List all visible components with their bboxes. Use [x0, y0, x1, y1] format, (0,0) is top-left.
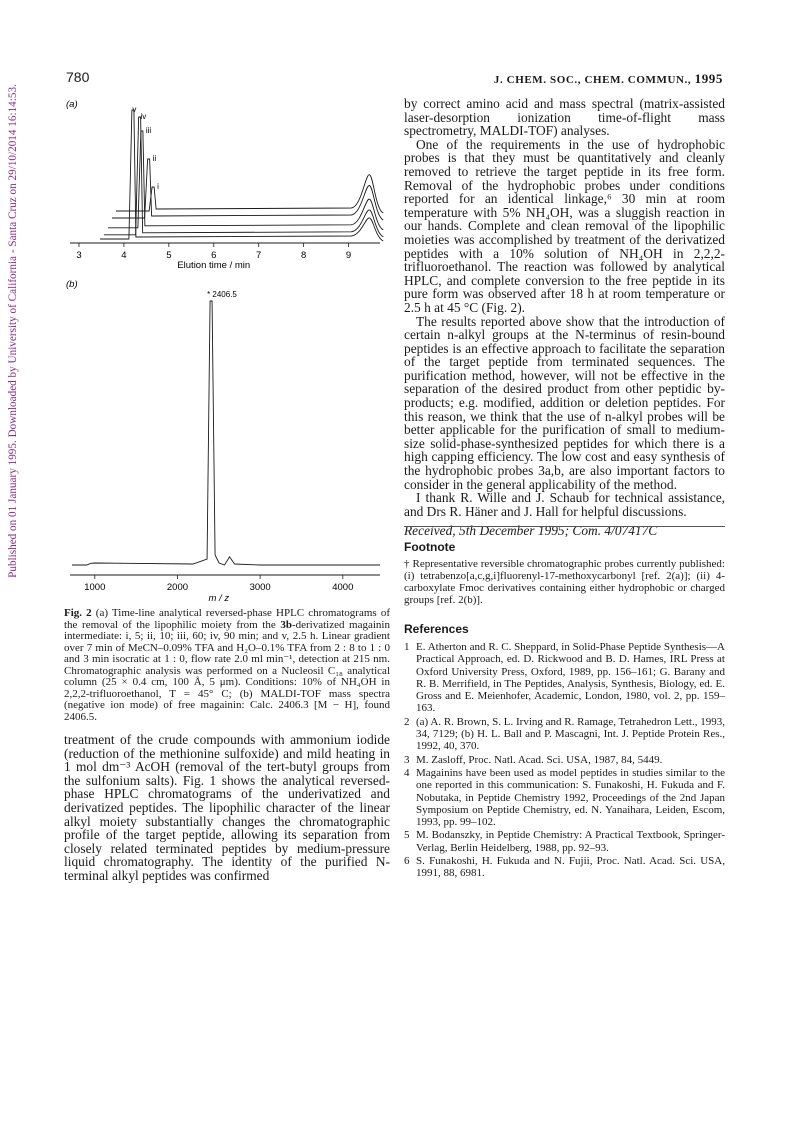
caption-part2: -derivatized magainin intermediate: i, 5; ii, 10; iii, 60; iv, 90 min; and v, 2.5 h. Linear gradient over 7 min of MeCN–0.09% TFA and H₂O–0.1% TFA from 2 : 8 to 1 : 0 and 3 min isocratic at 1 : 0, flow rate 2.0 ml min⁻¹, detection at 215 nm. Chromatographic analysis was performed on a Nucleosil C₁₈ analytical column (25 × 0.4 cm, 100 Å, 5 μm). Conditions: 10% of NH₄OH in 2,2,2-trifluoroethanol, T = 45° C; (b) MALDI-TOF mass spectra (negative ion mode) of free magainin: Calc. 2406.3 [M − H], found 2406.5. [64, 618, 390, 723]
right-paragraph-2: The results reported above show that the introduction of certain n-alkyl groups at the N-terminus of resin-bound peptides is an effective approach to facilitate the separation of the target peptide from terminated sequences. The purification method, however, will not be effective in the separation of the desired product from other peptidic by-products; e.g. modified, addition or deletion peptides. For this reason, we think that the use of n-alkyl probes will be better applicable for the purification of small to medium-size solid-phase-synthesized peptides for which there is a high capping efficiency. The low cost and easy synthesis of the hydrophobic probes 3a,b, are also important factors to consider in the general applicability of the method. [404, 313, 725, 492]
x-tick-label: 5 [166, 250, 172, 261]
reference-number: 1 [404, 641, 410, 653]
panel-a-label: (a) [66, 99, 78, 110]
chart-hplc [70, 105, 383, 271]
reference-item [404, 829, 725, 854]
trace-label-v: v [132, 105, 137, 114]
reference-item [404, 754, 725, 766]
x-tick-label: 3000 [249, 582, 271, 593]
reference-item [404, 767, 725, 828]
section-divider [404, 526, 725, 527]
page-number: 780 [66, 69, 90, 85]
figure-svg [60, 95, 390, 605]
right-paragraph-0: by correct amino acid and mass spectral (matrix-assisted laser-desorption ionization time-of-flight mass spectrometry, MALDI-TOF) analyses. [404, 96, 725, 139]
caption-part1: (a) Time-line analytical reversed-phase HPLC chromatograms of the removal of the lipophilic moiety from the [64, 607, 390, 631]
x-tick-label: 8 [300, 250, 307, 261]
maldi-spectrum [72, 301, 380, 565]
trace-i [116, 175, 383, 213]
trace-label-i: i [157, 182, 159, 191]
right-column [404, 97, 725, 538]
caption-bold1: 3b [280, 618, 292, 631]
trace-label-iv: iv [140, 112, 147, 121]
journal-name: J. CHEM. SOC., CHEM. COMMUN., [493, 74, 695, 86]
trace-ii [112, 159, 383, 220]
x-tick-label: 4000 [332, 582, 354, 593]
figure-caption [64, 608, 390, 723]
received-line: Received, 5th December 1995; Com. 4/07417C [404, 523, 658, 539]
reference-item [404, 716, 725, 753]
references-list [404, 641, 725, 881]
reference-item [404, 641, 725, 715]
reference-text: S. Funakoshi, H. Fukuda and N. Fujii, Proc. Natl. Acad. Sci. USA, 1991, 88, 6981. [416, 855, 725, 880]
journal-header [494, 71, 723, 87]
footnote-text: † Representative reversible chromatographic probes currently published: (i) tetrabenzo[a,c,g,i]fluorenyl-17-methoxycarbonyl [ref. 2(a)]; (ii) 4-carboxylate Fmoc derivatives containing either hydrophobic or charged groups [ref. 2(b)]. [404, 558, 725, 606]
trace-label-iii: iii [145, 126, 152, 135]
download-watermark: Published on 01 January 1995. Downloaded by University of California - Santa Cruz on 29/10/2014 16:14:53. [7, 84, 19, 578]
reference-text: Magainins have been used as model peptides in studies similar to the one reported in this communication: S. Funakoshi, H. Fukuda and F. Nobutaka, in Peptide Chemistry 1992, Proceedings of the 2nd Japan Symposium on Peptide Chemistry, ed. N. Yanaihara, Leiden, Escom, 1993, pp. 99–102. [416, 766, 725, 829]
reference-text: M. Bodanszky, in Peptide Chemistry: A Practical Textbook, Springer-Verlag, Berlin Heidelberg, 1988, pp. 92–93. [416, 829, 725, 854]
reference-number: 2 [404, 715, 410, 728]
trace-label-ii: ii [152, 154, 157, 163]
references-heading: References [404, 622, 469, 636]
journal-year: 1995 [694, 71, 723, 86]
footnote-heading: Footnote [404, 540, 456, 554]
reference-number: 6 [404, 855, 410, 868]
right-paragraph-3: I thank R. Wille and J. Schaub for technical assistance, and Drs R. Häner and J. Hall for helpful discussions. [404, 490, 725, 519]
right-paragraph-1: One of the requirements in the use of hydrophobic probes is that they must be quantitatively and cleanly removed to retrieve the target peptide in its free form. Removal of the hydrophobic probes under conditions reported for an identical linkage,⁶ 30 min at room temperature with 5% NH₄OH, was a sluggish reaction in our hands. Complete and clean removal of the lipophilic moieties was accomplished by treatment of the derivatized peptides with a 10% solution of NH₄OH in 2,2,2-trifluoroethanol. The reaction was followed by analytical HPLC, and complete conversion to the free peptide in its pure form was observed after 18 h at room temperature or 2.5 h at 45 °C (Fig. 2). [404, 136, 725, 315]
x-tick-label: 3 [76, 250, 82, 261]
peak-label: * 2406.5 [207, 290, 237, 299]
x-tick-label: 2000 [166, 582, 189, 593]
x-tick-label: 7 [256, 250, 262, 261]
x-tick-label: 9 [345, 250, 352, 261]
caption-lead: Fig. 2 [64, 607, 92, 619]
reference-text: M. Zasloff, Proc. Natl. Acad. Sci. USA, 1987, 84, 5449. [416, 753, 663, 766]
figure-2 [60, 95, 390, 605]
left-paragraph: treatment of the crude compounds with ammonium iodide (reduction of the methionine sulfoxide) and mild heating in 1 mol dm⁻³ AcOH (removal of the tert-butyl groups from the sulfonium salts). Fig. 1 shows the analytical reversed-phase HPLC chromatograms of the underivatized and derivatized peptides. The lipophilic character of the linear alkyl moiety substantially changes the chromatographic profile of the target peptide, allowing its separation from closely related terminated peptides by medium-pressure liquid chromatography. The identity of the purified N-terminal alkyl peptides was confirmed [64, 732, 390, 883]
x-axis-label: m / z [208, 593, 230, 604]
x-axis-label: Elution time / min [177, 260, 251, 271]
panel-b-label: (b) [66, 279, 78, 290]
left-column-text [64, 733, 390, 883]
x-tick-label: 6 [211, 250, 217, 261]
reference-number: 3 [404, 753, 410, 766]
reference-text: (a) A. R. Brown, S. L. Irving and R. Ramage, Tetrahedron Lett., 1993, 34, 7129; (b) H. L. Ball and P. Mascagni, Int. J. Peptide Protein Res., 1992, 40, 370. [416, 715, 725, 753]
reference-item [404, 855, 725, 880]
chart-maldi [70, 290, 380, 604]
reference-text: E. Atherton and R. C. Sheppard, in Solid-Phase Peptide Synthesis—A Practical Approach, ed. D. Rickwood and B. D. Hames, IRL Press at Oxford University Press, Oxford, 1989, pp. 156–161; G. Barany and R. B. Merrifield, in The Peptides, Analysis, Synthesis, Biology, ed. E. Gross and E. Meienhofer, Academic, London, 1980, vol. 2, pp. 159–163. [416, 641, 725, 715]
reference-number: 4 [404, 766, 410, 779]
reference-number: 5 [404, 829, 410, 842]
x-tick-label: 1000 [84, 582, 106, 593]
x-tick-label: 4 [121, 250, 127, 261]
